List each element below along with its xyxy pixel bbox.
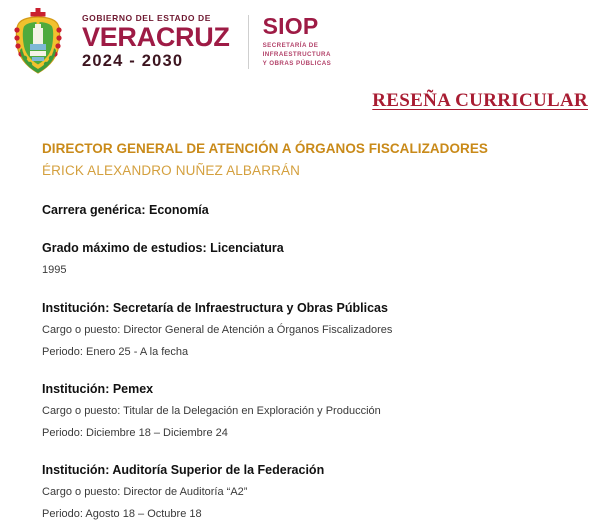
siop-subtitle-line-2: INFRAESTRUCTURA [262, 51, 331, 58]
career-block [42, 202, 572, 218]
government-term: 2024 - 2030 [82, 52, 184, 71]
government-state: VERACRUZ [82, 21, 230, 52]
person-name: ÉRICK ALEXANDRO NUÑEZ ALBARRÁN [42, 162, 301, 178]
experience-role: Cargo o puesto: Director General de Atención a Órganos Fiscalizadores [42, 324, 393, 337]
degree-block [42, 240, 572, 278]
siop-subtitle-line-1: SECRETARÍA DE [262, 42, 319, 50]
siop-subtitle [263, 42, 332, 69]
page-header [0, 0, 600, 84]
curriculum-content [42, 141, 572, 522]
experience-institution: Institución: Secretaría de Infraestructura y Obras Públicas [42, 301, 388, 316]
experience-period: Periodo: Enero 25 - A la fecha [42, 346, 189, 359]
veracruz-coat-of-arms-icon [8, 6, 68, 78]
experience-item [42, 381, 572, 441]
experience-institution: Institución: Auditoría Superior de la Federación [42, 462, 325, 477]
siop-acronym: SIOP [262, 13, 319, 40]
position-title: DIRECTOR GENERAL DE ATENCIÓN A ÓRGANOS FISCALIZADORES [42, 141, 488, 156]
experience-role: Cargo o puesto: Titular de la Delegación en Exploración y Producción [42, 405, 381, 418]
government-wordmark [82, 14, 230, 70]
government-eyebrow: GOBIERNO DEL ESTADO DE [82, 13, 211, 24]
degree-label: Grado máximo de estudios: Licenciatura [42, 241, 284, 255]
experience-institution: Institución: Pemex [42, 382, 154, 397]
experience-period: Periodo: Diciembre 18 – Diciembre 24 [42, 427, 228, 440]
document-title: RESEÑA CURRICULAR [372, 90, 588, 111]
experience-period: Periodo: Agosto 18 – Octubre 18 [42, 508, 202, 521]
degree-year: 1995 [42, 264, 67, 277]
siop-logo [263, 15, 332, 69]
header-divider [248, 15, 249, 69]
experience-item [42, 300, 572, 360]
experience-role: Cargo o puesto: Director de Auditoría “A2” [42, 486, 248, 499]
career-generic-label: Carrera genérica: Economía [42, 202, 209, 217]
experience-item [42, 462, 572, 522]
siop-subtitle-line-3: Y OBRAS PÚBLICAS [262, 59, 332, 67]
